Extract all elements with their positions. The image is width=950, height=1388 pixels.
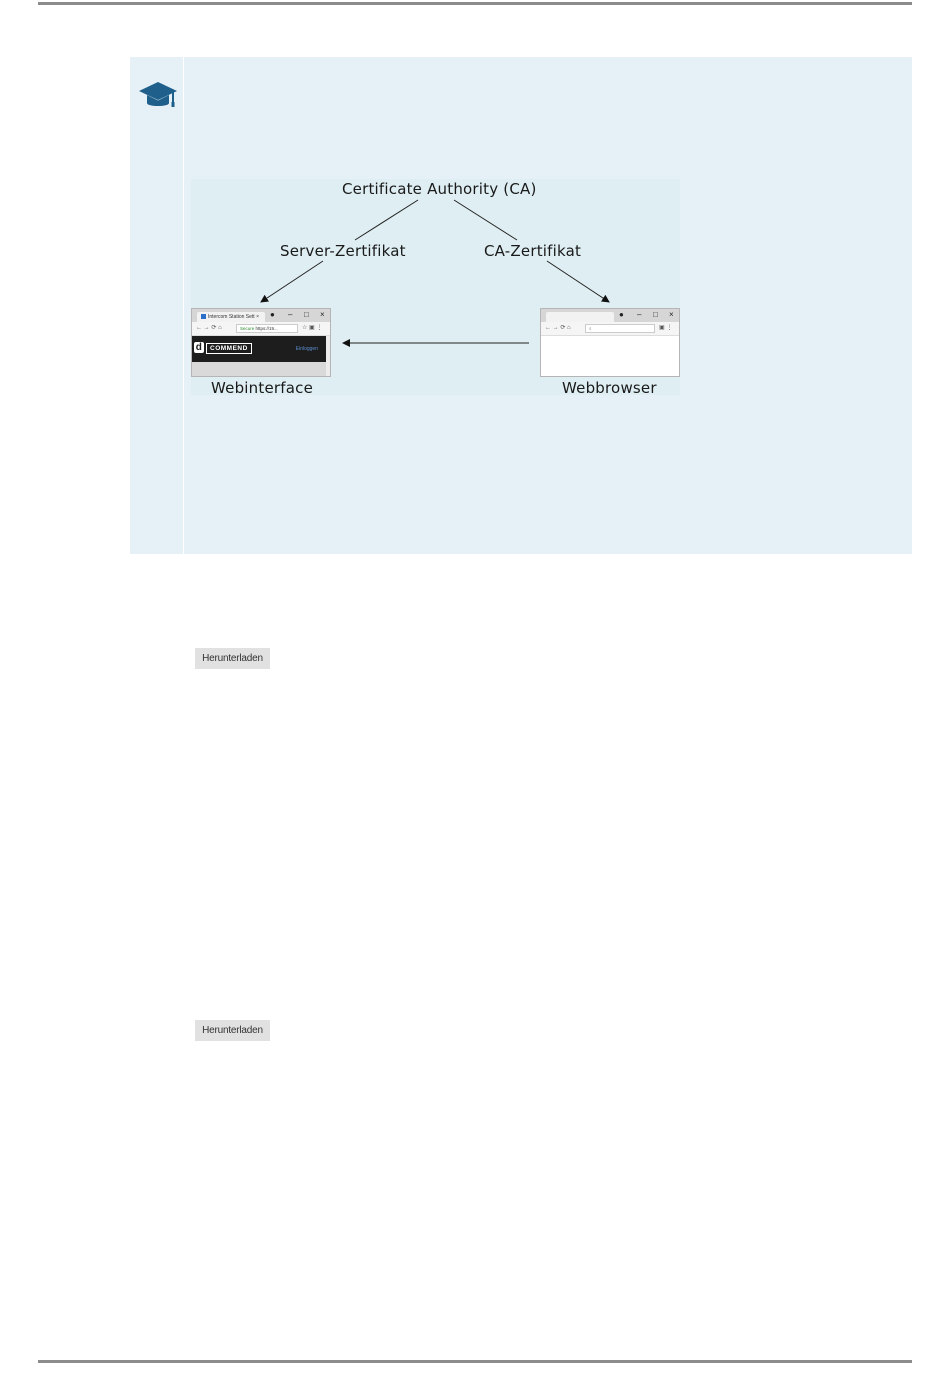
ca-label: Certificate Authority (CA): [342, 180, 537, 198]
webinterface-label: Webinterface: [211, 379, 314, 397]
bottom-rule: [38, 1360, 912, 1363]
close-icon: ×: [669, 310, 674, 319]
nav-icons: ← → ⟳ ⌂: [545, 325, 571, 331]
scrollbar: [326, 336, 330, 376]
webinterface-body: [192, 362, 330, 376]
ca-to-server-line: [355, 200, 418, 240]
minimize-icon: –: [288, 310, 293, 319]
server-cert-arrow: [261, 261, 323, 302]
minimize-icon: –: [637, 310, 642, 319]
address-secure: Secure: [240, 326, 255, 331]
menu-icon: ▣ ⋮: [659, 325, 673, 331]
tab-favicon-icon: [201, 314, 206, 319]
profile-icon: ●: [270, 310, 275, 319]
server-cert-label: Server-Zertifikat: [280, 242, 406, 260]
webbrowser-label: Webbrowser: [562, 379, 657, 397]
profile-icon: ●: [619, 310, 624, 319]
address-url: https://19...: [255, 326, 278, 331]
commend-logo: d COMMEND: [194, 342, 252, 355]
login-link: Einloggen: [295, 346, 318, 352]
ca-cert-label: CA-Zertifikat: [484, 242, 582, 260]
download-button-2[interactable]: Herunterladen: [195, 1020, 270, 1041]
browser-tab: Intercom Station Sett ×: [197, 312, 265, 322]
info-icon-cell: [130, 57, 184, 554]
webbrowser-screenshot: [540, 308, 680, 377]
address-bar: ⌕: [585, 324, 655, 333]
close-icon: ×: [320, 310, 325, 319]
browser-titlebar: [192, 309, 330, 322]
browser-toolbar: [541, 322, 679, 336]
ca-cert-arrow: [547, 261, 609, 302]
ca-to-browser-line: [454, 200, 517, 240]
webinterface-screenshot: [191, 308, 331, 377]
star-icon: ☆ ▣ ⋮: [302, 325, 323, 331]
maximize-icon: □: [304, 310, 309, 319]
graduation-cap-icon: [138, 79, 178, 111]
address-bar: [236, 324, 298, 333]
download-button-1[interactable]: Herunterladen: [195, 648, 270, 669]
maximize-icon: □: [653, 310, 658, 319]
browser-titlebar: [541, 309, 679, 322]
tab-title: Intercom Station Sett: [208, 314, 255, 320]
browser-tab-empty: [546, 312, 614, 322]
nav-icons: ← → ⟳ ⌂: [196, 325, 222, 331]
browser-toolbar: [192, 322, 330, 336]
certificate-diagram: [191, 179, 680, 395]
webinterface-header: [192, 336, 330, 362]
top-rule: [38, 2, 912, 5]
